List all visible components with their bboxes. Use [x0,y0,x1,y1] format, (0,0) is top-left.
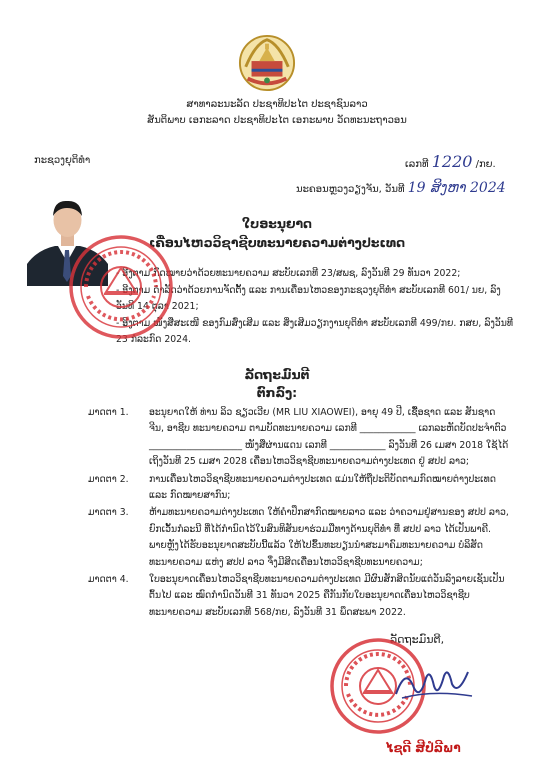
article-label: ມາດຕາ 1. [88,407,129,418]
article-item [88,505,510,571]
reference-item: - ອີງຕາມ ກົດໝາຍວ່າດ້ວຍທະນາຍຄວາມ ສະບັບເລກທີ 23/ສພຊ, ລົງວັນທີ 29 ທັນວາ 2022; [116,268,461,279]
legal-references [116,266,516,349]
article-item [88,405,510,471]
document-subtitle: ເຄື່ອນໄຫວວິຊາຊີບທະນາຍຄວາມຕ່າງປະເທດ [148,235,406,250]
number-suffix: /ກຍ. [475,159,496,170]
article-label: ມາດຕາ 2. [88,473,129,485]
signatory-name: ໄຊດີ ສີປໍລີພາ [386,741,461,755]
article-text: ໃບອະນຸຍາດເຄື່ອນໄຫວວິຊາຊີບທະນາຍຄວາມຕ່າງປະເທດ ມີຜົນສັກສິດນັບແຕ່ວັນລົງລາຍເຊັນເປັນຕົ້ນໄປ ແລະ ໝົດກຳນົດວັນທີ 31 ທັນວາ 2025 ຄືກັນກັບໃບອະນຸຍາດເຄື່ອນໄຫວວິຊາຊີບທະນາຍຄວາມ ສະບັບເລກທີ 568/ກຍ, ລົງວັນທີ 31 ພຶດສະພາ 2022. [149,574,505,618]
reference-item: - ອີງຕາມ ດຳລັດວ່າດ້ວຍການຈັດຕັ້ງ ແລະ ການເຄື່ອນໄຫວຂອງກະຊວງຍຸຕິທຳ ສະບັບເລກທີ 601/ ນຍ, ລົງວັນທີ 14 ຕຸລາ 2021; [116,285,501,312]
number-value: 1220 [431,152,473,171]
place-date-label: ນະຄອນຫຼວງວຽງຈັນ, ວັນທີ [296,184,405,195]
place-date [296,180,506,196]
number-label: ເລກທີ [405,159,429,170]
decides-heading: ຕົກລົງ: [256,385,298,400]
national-motto: ສັນຕິພາບ ເອກະລາດ ປະຊາທິປະໄຕ ເອກະພາບ ວັດທະນະຖາວອນ [147,115,407,126]
country-name: ສາທາລະນະລັດ ປະຊາທິປະໄຕ ປະຊາຊົນລາວ [186,99,368,110]
article-text: ການເຄື່ອນໄຫວວິຊາຊີບທະນາຍຄວາມຕ່າງປະເທດ ແມ່ນໃຫ້ຖືປະຕິບັດຕາມກົດໝາຍຕ່າງປະເທດ ແລະ ກົດໝາຍສາກົນ; [149,473,496,502]
lao-national-emblem-icon [238,34,296,92]
reference-item: - ອີງຕາມ ໜັງສືສະເໜີ ຂອງກົມສົ່ງເສີມ ແລະ ສິ່ງເສີມວຽກງານຍຸຕິທຳ ສະບັບເລກທີ 499/ກຍ. ກສຍ, ລົງວັນທີ 23 ກໍລະກົດ 2024. [116,318,513,345]
minister-heading: ລັດຖະມົນຕີ [244,367,310,382]
ministry-name: ກະຊວງຍຸຕິທຳ [34,155,91,166]
article-text: ອະນຸຍາດໃຫ້ ທ່ານ ລິວ ຊຽວເວີຍ (MR LIU XIAOWEI), ອາຍຸ 49 ປີ, ເຊື້ອຊາດ ແລະ ສັນຊາດ ຈີນ, ອາຊີບ ທະນາຍຄວາມ ຕາມບັດທະນາຍຄວາມ ເລກທີ ____________ ເລກລະຫັດບັດປະຈຳຕົວ ____________________ ໜັງສືຜ່ານແດນ ເລກທີ ____________ ລົງວັນທີ 26 ເມສາ 2018 ໃຊ້ໄດ້ເຖິງວັນທີ 25 ເມສາ 2028 ເຄື່ອນໄຫວວິຊາຊີບທະນາຍຄວາມຕ່າງປະເທດ ຢູ່ ສປປ ລາວ; [149,407,509,468]
article-label: ມາດຕາ 4. [88,574,129,586]
official-stamp-icon [66,232,176,342]
date-value: 19 ສິງຫາ 2024 [407,180,506,196]
article-text: ຫ້າມທະນາຍຄວາມຕ່າງປະເທດ ໃຫ້ຄຳປຶກສາກົດໝາຍລາວ ແລະ ວ່າຄວາມຢູ່ສານຂອງ ສປປ ລາວ, ຍົກເວັ້ນກໍລະນີ ທີ່ໄດ້ກຳນົດໄວ້ໃນສົນທິສັນຍາຮ່ວມມືທາງດ້ານຍຸຕິທຳ ທີ່ ສປປ ລາວ ໄດ້ເປັນພາຄີ. ພາຍຫຼັງໄດ້ຮັບອະນຸຍາດສະບັບນີ້ແລ້ວ ໃຫ້ໄປຂຶ້ນທະບຽນນຳສະມາຄົມທະນາຍຄວາມ ບໍລິສັດທະນາຍຄວາມ ແຫ່ງ ສປປ ລາວ ຈຶ່ງມີສິດເຄື່ອນໄຫວວິຊາຊີບທະນາຍຄວາມ; [149,507,509,568]
article-item [88,472,510,505]
articles-list [88,405,510,622]
article-item [88,572,510,621]
article-label: ມາດຕາ 3. [88,507,129,519]
document-number [405,152,496,171]
document-title: ໃບອະນຸຍາດ [242,216,312,231]
handwritten-signature-icon [392,660,476,706]
signatory-title: ລັດຖະມົນຕີ, [390,633,445,646]
